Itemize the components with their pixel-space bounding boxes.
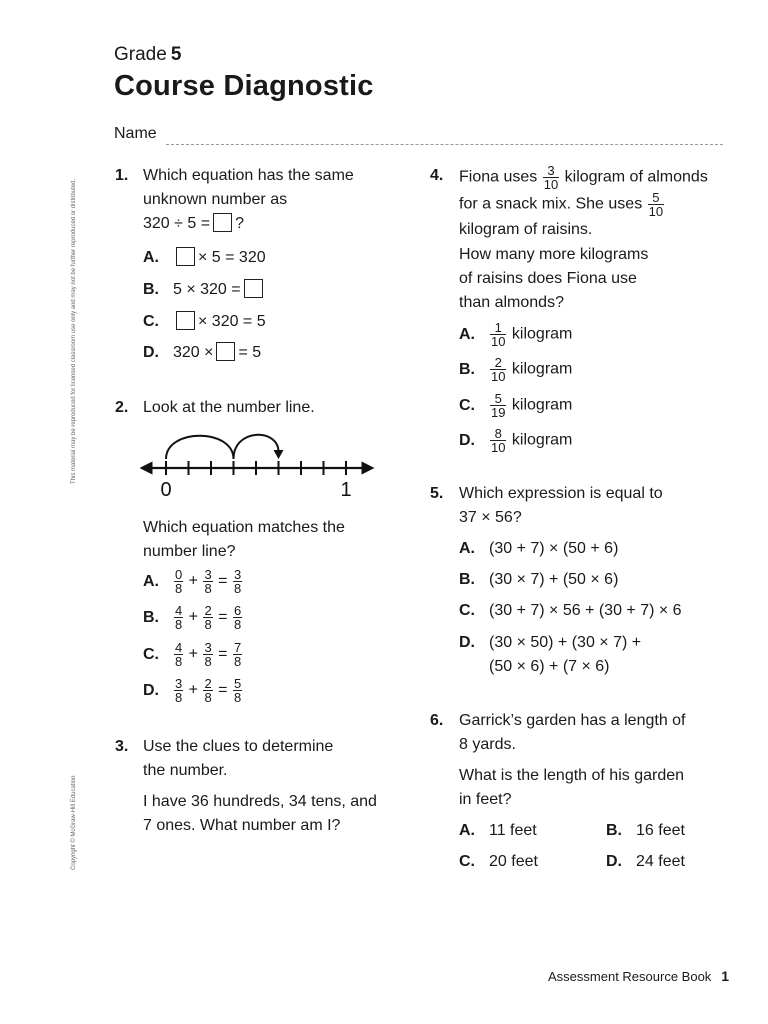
question-line: What is the length of his garden bbox=[459, 767, 685, 784]
question-line bbox=[143, 212, 354, 236]
rights-note: This material may be reproduced for licensed classroom use only and may not be further reproduced or distributed. bbox=[71, 178, 77, 484]
unknown-box bbox=[213, 213, 232, 232]
question-text bbox=[459, 709, 686, 812]
question-text bbox=[143, 735, 377, 838]
question-line: number line? bbox=[143, 543, 236, 560]
question-text bbox=[459, 482, 663, 530]
question-line: Which equation matches the bbox=[143, 519, 345, 536]
question-line: Which equation has the same bbox=[143, 167, 354, 184]
page-footer bbox=[548, 968, 729, 984]
question-line: Use the clues to determine bbox=[143, 738, 334, 755]
fraction: $\frac{1}{10}$ bbox=[491, 320, 506, 349]
option-letter: A. bbox=[143, 572, 159, 590]
question-line: How many more kilograms bbox=[459, 246, 649, 263]
equation-text: 320 ÷ 5 = bbox=[143, 215, 211, 232]
fraction: $\frac{5}{19}$ bbox=[491, 391, 506, 420]
fraction: $\frac{4}{8}$ bbox=[175, 603, 183, 632]
answer-option-b[interactable] bbox=[606, 819, 685, 843]
fraction: $\frac{3}{8}$ bbox=[233, 567, 242, 596]
grade-label: Grade bbox=[114, 44, 167, 65]
fraction: $\frac{2}{10}$ bbox=[491, 355, 506, 384]
question-line: unknown number as bbox=[143, 191, 288, 208]
answer-option-b[interactable] bbox=[143, 278, 266, 302]
question-line: Garrick’s garden has a length of bbox=[459, 712, 686, 729]
question-line: than almonds? bbox=[459, 294, 564, 311]
answer-option-c[interactable] bbox=[459, 850, 538, 874]
question-text bbox=[459, 243, 648, 315]
question-text bbox=[143, 164, 354, 236]
fraction: $\frac{6}{8}$ bbox=[233, 603, 242, 632]
question-line: for a snack mix. She uses $\frac{5}{10}$ bbox=[459, 190, 664, 219]
copyright-note: Copyright © McGraw-Hill Education bbox=[71, 775, 77, 870]
answer-option-a[interactable] bbox=[459, 321, 572, 348]
answer-option-d[interactable] bbox=[459, 631, 641, 679]
option-text: (30 × 50) + (30 × 7) + bbox=[489, 634, 642, 651]
fraction: $\frac{3}{8}$ bbox=[204, 640, 212, 669]
question-line: of raisins does Fiona use bbox=[459, 270, 637, 287]
option-text: × 5 = 320 bbox=[198, 249, 266, 266]
unknown-box bbox=[176, 311, 195, 330]
option-text: (30 × 7) + (50 × 6) bbox=[489, 571, 619, 588]
option-text: 16 feet bbox=[636, 822, 685, 839]
question-text: Look at the number line. bbox=[143, 399, 315, 416]
name-label: Name bbox=[114, 125, 157, 142]
answer-option-a[interactable] bbox=[143, 246, 266, 270]
option-letter: B. bbox=[143, 608, 159, 626]
option-text: (30 + 7) × 56 + (30 + 7) × 6 bbox=[489, 602, 682, 619]
question-line: I have 36 hundreds, 34 tens, and bbox=[143, 793, 377, 810]
equation-text: ? bbox=[235, 215, 244, 232]
option-letter: B. bbox=[459, 571, 475, 588]
fraction: $\frac{3}{10}$ bbox=[543, 163, 559, 192]
number-line-start-label: 0 bbox=[160, 479, 172, 501]
answer-option-d[interactable] bbox=[606, 850, 685, 874]
answer-option-c[interactable] bbox=[459, 599, 682, 623]
fraction: $\frac{2}{8}$ bbox=[204, 603, 212, 632]
option-letter: B. bbox=[143, 281, 159, 298]
question-line: in feet? bbox=[459, 791, 512, 808]
option-letter: D. bbox=[143, 681, 159, 699]
option-letter: A. bbox=[459, 540, 475, 557]
answer-option-a[interactable]: A. $\frac{0}{8}$ + $\frac{3}{8}$ = $\frac{3}{8}$ bbox=[143, 567, 242, 596]
number-line-end-label: 1 bbox=[340, 479, 352, 501]
question-number: 6. bbox=[430, 712, 444, 729]
option-text: kilogram bbox=[511, 325, 573, 343]
page-title: Course Diagnostic bbox=[114, 70, 374, 102]
answer-option-b[interactable]: B. $\frac{4}{8}$ + $\frac{2}{8}$ = $\frac{6}{8}$ bbox=[143, 603, 242, 632]
fraction: $\frac{3}{8}$ bbox=[204, 567, 212, 596]
name-field[interactable] bbox=[166, 144, 723, 145]
fraction: $\frac{8}{10}$ bbox=[491, 426, 506, 455]
question-number: 3. bbox=[115, 738, 129, 755]
option-letter: D. bbox=[606, 853, 622, 870]
question-number: 2. bbox=[115, 399, 129, 416]
option-letter: C. bbox=[459, 853, 475, 870]
number-line-jump bbox=[234, 435, 279, 459]
fraction: $\frac{3}{8}$ bbox=[175, 676, 183, 705]
question-line: Which expression is equal to bbox=[459, 485, 663, 502]
unknown-box bbox=[244, 279, 263, 298]
option-text: kilogram bbox=[511, 360, 573, 378]
option-letter: A. bbox=[143, 249, 159, 266]
fraction: $\frac{4}{8}$ bbox=[175, 640, 183, 669]
answer-option-a[interactable] bbox=[459, 537, 618, 561]
question-line: the number. bbox=[143, 762, 228, 779]
option-letter: D. bbox=[143, 344, 159, 361]
option-letter: C. bbox=[459, 602, 475, 619]
option-text: 320 × bbox=[173, 344, 214, 361]
option-text: 20 feet bbox=[489, 853, 538, 870]
book-title: Assessment Resource Book bbox=[548, 969, 712, 984]
unknown-box bbox=[176, 247, 195, 266]
option-text: kilogram bbox=[511, 431, 573, 449]
answer-option-c[interactable] bbox=[143, 310, 266, 334]
option-text: × 320 = 5 bbox=[198, 313, 266, 330]
option-text: 5 × 320 = bbox=[173, 281, 241, 298]
option-letter: C. bbox=[459, 396, 475, 414]
fraction: $\frac{0}{8}$ bbox=[175, 567, 183, 596]
option-text: 11 feet bbox=[489, 822, 537, 839]
question-line: kilogram of raisins. bbox=[459, 221, 593, 238]
question-line: 7 ones. What number am I? bbox=[143, 817, 341, 834]
number-line-arrowhead bbox=[274, 450, 284, 459]
option-text: (30 + 7) × (50 + 6) bbox=[489, 540, 619, 557]
option-letter: A. bbox=[459, 325, 475, 343]
option-letter: D. bbox=[459, 431, 475, 449]
answer-option-b[interactable] bbox=[459, 568, 618, 592]
option-letter: B. bbox=[459, 360, 475, 378]
question-number: 4. bbox=[430, 167, 444, 184]
fraction: $\frac{7}{8}$ bbox=[233, 640, 242, 669]
question-number: 5. bbox=[430, 485, 444, 502]
answer-option-d[interactable]: D. $\frac{3}{8}$ + $\frac{2}{8}$ = $\frac{5}{8}$ bbox=[143, 676, 242, 705]
option-letter: D. bbox=[459, 634, 475, 651]
question-line: 37 × 56? bbox=[459, 509, 522, 526]
question-number: 1. bbox=[115, 167, 129, 184]
fraction: $\frac{2}{8}$ bbox=[204, 676, 212, 705]
answer-option-c[interactable] bbox=[459, 392, 572, 419]
option-text: kilogram bbox=[511, 396, 573, 414]
answer-option-d[interactable] bbox=[459, 427, 572, 454]
option-letter: B. bbox=[606, 822, 622, 839]
question-line: Fiona uses $\frac{3}{10}$ kilogram of almonds bbox=[459, 163, 708, 192]
fraction: $\frac{5}{10}$ bbox=[648, 190, 664, 219]
option-letter: A. bbox=[459, 822, 475, 839]
option-text: (50 × 6) + (7 × 6) bbox=[489, 658, 610, 675]
number-line bbox=[140, 420, 376, 502]
option-letter: C. bbox=[143, 313, 159, 330]
question-text bbox=[459, 164, 708, 242]
question-text bbox=[143, 516, 345, 564]
option-text: = 5 bbox=[238, 344, 262, 361]
answer-option-d[interactable] bbox=[143, 341, 261, 365]
fraction: $\frac{5}{8}$ bbox=[233, 676, 242, 705]
answer-option-a[interactable] bbox=[459, 819, 537, 843]
grade-heading bbox=[114, 44, 181, 66]
option-letter: C. bbox=[143, 645, 159, 663]
unknown-box bbox=[216, 342, 235, 361]
page-number: 1 bbox=[721, 968, 730, 984]
answer-option-b[interactable] bbox=[459, 356, 572, 383]
question-line: 8 yards. bbox=[459, 736, 516, 753]
number-line-jump bbox=[166, 436, 234, 459]
answer-option-c[interactable]: C. $\frac{4}{8}$ + $\frac{3}{8}$ = $\frac{7}{8}$ bbox=[143, 640, 242, 669]
option-text: 24 feet bbox=[636, 853, 685, 870]
grade-value: 5 bbox=[170, 44, 182, 65]
